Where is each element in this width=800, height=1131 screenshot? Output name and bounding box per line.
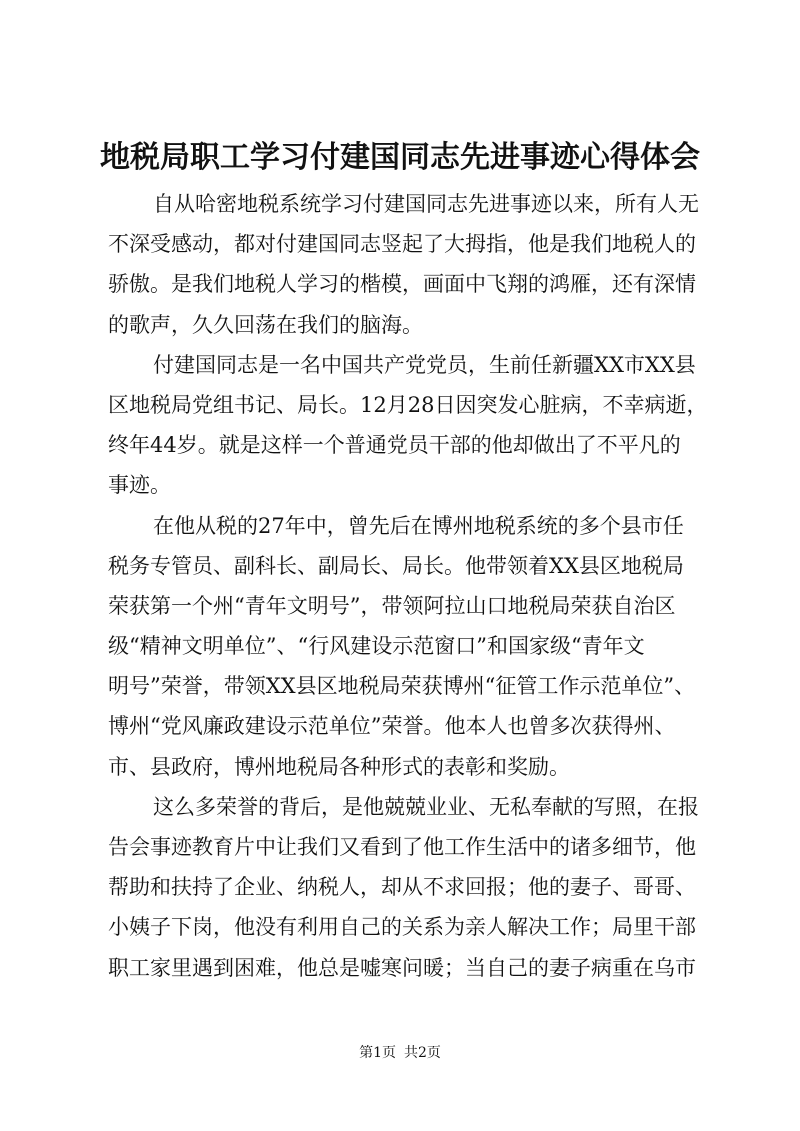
paragraph-line: 的歌声，久久回荡在我们的脑海。 [108,312,423,337]
page-footer [0,1042,800,1064]
paragraph-line: 事迹。 [108,473,171,498]
paragraph-first-line: 在他从税的27年中，曾先后在博州地税系统的多个县市任 [153,513,684,538]
paragraph-line: 税务专管员、副科长、副局长、局长。他带领着XX县区地税局 [108,553,684,578]
paragraph-line: 荣获第一个州“青年文明号”，带领阿拉山口地税局荣获自治区 [108,593,676,618]
paragraph-line: 骄傲。是我们地税人学习的楷模，画面中飞翔的鸿雁，还有深情 [108,272,696,297]
paragraph-line: 级“精神文明单位”、“行风建设示范窗口”和国家级“青年文 [108,634,645,659]
paragraph-first-line: 这么多荣誉的背后，是他兢兢业业、无私奉献的写照，在报 [153,794,699,819]
paragraph-line: 职工家里遇到困难，他总是嘘寒问暖；当自己的妻子病重在乌市 [108,955,696,980]
paragraph-line: 告会事迹教育片中让我们又看到了他工作生活中的诸多细节，他 [108,835,696,859]
paragraph-line: 博州“党风廉政建设示范单位”荣誉。他本人也曾多次获得州、 [108,714,676,739]
paragraph-line: 明号”荣誉，带领XX县区地税局荣获博州“征管工作示范单位”、 [108,674,696,699]
paragraph-first-line: 自从哈密地税系统学习付建国同志先进事迹以来，所有人无 [153,192,699,216]
page-number-current: 第1页 [359,1045,396,1061]
paragraph-line: 市、县政府，博州地税局各种形式的表彰和奖励。 [108,754,570,779]
document-title: 地税局职工学习付建国同志先进事迹心得体会 [100,140,700,175]
paragraph-line: 区地税局党组书记、局长。12月28日因突发心脏病，不幸病逝， [108,392,708,417]
paragraph-line: 终年44岁。就是这样一个普通党员干部的他却做出了不平凡的 [108,433,681,458]
page-number-total: 共2页 [404,1045,441,1061]
paragraph-line: 帮助和扶持了企业、纳税人，却从不求回报；他的妻子、哥哥、 [108,875,696,900]
paragraph-line: 小姨子下岗，他没有利用自己的关系为亲人解决工作；局里干部 [108,915,696,940]
paragraph-first-line: 付建国同志是一名中国共产党党员，生前任新疆XX市XX县 [153,352,696,377]
paragraph-line: 不深受感动，都对付建国同志竖起了大拇指，他是我们地税人的 [108,232,696,257]
document-body [108,184,708,988]
